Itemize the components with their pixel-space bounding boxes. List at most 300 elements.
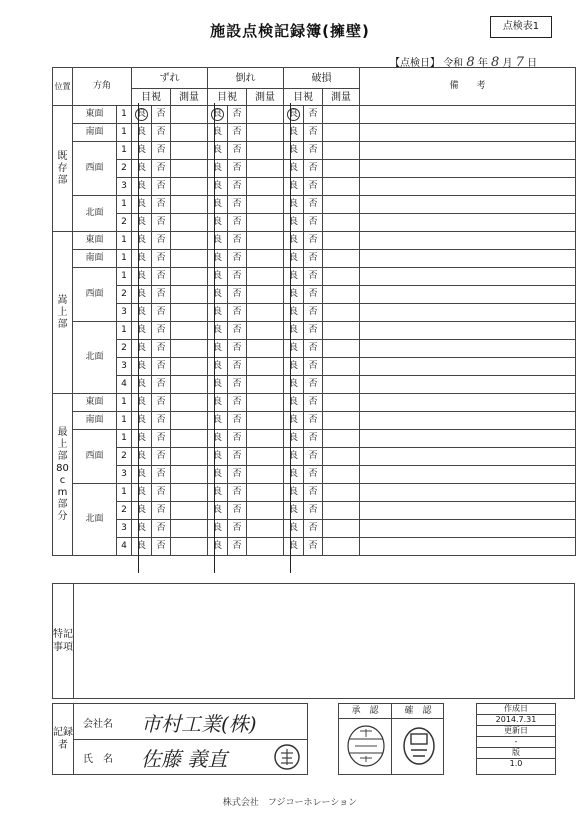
- remarks-cell: [360, 160, 576, 178]
- remarks-cell: [360, 484, 576, 502]
- measure-cell: [171, 376, 208, 394]
- measure-cell: [247, 214, 284, 232]
- ok-option: 良: [132, 160, 152, 178]
- row-number: 3: [117, 304, 132, 322]
- remarks-cell: [360, 106, 576, 124]
- remarks-cell: [360, 340, 576, 358]
- measure-cell: [171, 520, 208, 538]
- ng-option: 否: [228, 178, 247, 196]
- ng-option: 否: [228, 232, 247, 250]
- ng-option: 否: [152, 538, 171, 556]
- table-row: [53, 232, 576, 250]
- table-row: [53, 376, 576, 394]
- measure-cell: [171, 412, 208, 430]
- measure-cell: [323, 196, 360, 214]
- ng-option: 否: [304, 412, 323, 430]
- table-row: [53, 430, 576, 448]
- ok-option: 良: [284, 340, 304, 358]
- ok-option: 良: [284, 502, 304, 520]
- header-position: 位置: [53, 68, 73, 106]
- header-tilt: 倒れ: [208, 68, 284, 89]
- ok-option: 良: [208, 250, 228, 268]
- row-number: 1: [117, 484, 132, 502]
- section-label: 最上部80cm部分: [53, 394, 73, 556]
- updated-label: 更新日: [477, 726, 555, 737]
- measure-cell: [247, 322, 284, 340]
- row-number: 1: [117, 412, 132, 430]
- row-number: 3: [117, 520, 132, 538]
- measure-cell: [323, 520, 360, 538]
- ok-option: 良: [132, 142, 152, 160]
- table-row: [53, 268, 576, 286]
- company-label: 会社名: [83, 719, 113, 730]
- row-number: 3: [117, 466, 132, 484]
- ng-option: 否: [152, 178, 171, 196]
- measure-cell: [171, 358, 208, 376]
- table-row: [53, 538, 576, 556]
- ok-option: 良: [284, 124, 304, 142]
- remarks-cell: [360, 196, 576, 214]
- measure-cell: [247, 142, 284, 160]
- measure-cell: [247, 286, 284, 304]
- ng-option: 否: [228, 502, 247, 520]
- table-row: [53, 448, 576, 466]
- measure-cell: [323, 268, 360, 286]
- ok-option: 良: [132, 502, 152, 520]
- ok-option: 良: [208, 214, 228, 232]
- ok-option: 良: [284, 430, 304, 448]
- ok-option: 良: [132, 304, 152, 322]
- ok-option: 良: [132, 178, 152, 196]
- measure-cell: [171, 322, 208, 340]
- row-number: 2: [117, 448, 132, 466]
- ok-option: [284, 106, 304, 124]
- special-notes-label: 特記事項: [53, 584, 74, 698]
- ng-option: 否: [228, 286, 247, 304]
- ok-option: 良: [208, 178, 228, 196]
- name-label: 氏 名: [83, 754, 113, 765]
- measure-cell: [171, 196, 208, 214]
- revision-box: [476, 703, 556, 775]
- row-number: 1: [117, 268, 132, 286]
- ng-option: 否: [228, 142, 247, 160]
- measure-cell: [323, 286, 360, 304]
- ng-option: 否: [228, 250, 247, 268]
- ng-option: 否: [152, 358, 171, 376]
- table-row: [53, 412, 576, 430]
- ng-option: 否: [304, 232, 323, 250]
- row-number: 1: [117, 196, 132, 214]
- measure-cell: [171, 214, 208, 232]
- ok-option: 良: [284, 520, 304, 538]
- remarks-cell: [360, 430, 576, 448]
- ok-option: 良: [208, 484, 228, 502]
- row-number: 2: [117, 286, 132, 304]
- measure-cell: [323, 340, 360, 358]
- ok-option: 良: [284, 214, 304, 232]
- ok-option: 良: [132, 340, 152, 358]
- table-row: [53, 358, 576, 376]
- check-tick-shift: [138, 103, 139, 573]
- direction-cell: 北面: [73, 196, 117, 232]
- row-number: 1: [117, 232, 132, 250]
- row-number: 2: [117, 214, 132, 232]
- ok-option: 良: [132, 448, 152, 466]
- section-label: 既存部: [53, 106, 73, 232]
- ok-option: 良: [208, 394, 228, 412]
- row-number: 2: [117, 502, 132, 520]
- direction-cell: 西面: [73, 142, 117, 196]
- ok-option: [208, 106, 228, 124]
- created-date: 2014.7.31: [477, 715, 555, 726]
- date-label: 【点検日】: [390, 58, 440, 69]
- measure-cell: [171, 448, 208, 466]
- ng-option: 否: [152, 160, 171, 178]
- measure-cell: [247, 502, 284, 520]
- table-row: [53, 106, 576, 124]
- remarks-cell: [360, 286, 576, 304]
- ok-option: 良: [284, 178, 304, 196]
- recorder-box: [52, 703, 308, 775]
- remarks-cell: [360, 466, 576, 484]
- table-row: [53, 394, 576, 412]
- ng-option: 否: [304, 394, 323, 412]
- ng-option: 否: [304, 106, 323, 124]
- remarks-cell: [360, 322, 576, 340]
- remarks-cell: [360, 394, 576, 412]
- row-number: 4: [117, 538, 132, 556]
- ok-option: 良: [132, 484, 152, 502]
- row-number: 4: [117, 376, 132, 394]
- direction-cell: 南面: [73, 124, 117, 142]
- recorder-label: 記録者: [53, 704, 74, 774]
- ng-option: 否: [152, 196, 171, 214]
- ok-option: 良: [284, 466, 304, 484]
- row-number: 2: [117, 160, 132, 178]
- measure-cell: [171, 304, 208, 322]
- row-number: 1: [117, 250, 132, 268]
- remarks-cell: [360, 358, 576, 376]
- ng-option: 否: [304, 502, 323, 520]
- ok-option: 良: [284, 286, 304, 304]
- measure-cell: [323, 448, 360, 466]
- ok-option: 良: [132, 286, 152, 304]
- measure-cell: [171, 466, 208, 484]
- ok-option: 良: [208, 430, 228, 448]
- table-row: [53, 286, 576, 304]
- remarks-cell: [360, 178, 576, 196]
- measure-cell: [171, 160, 208, 178]
- measure-cell: [323, 304, 360, 322]
- date-month-handwritten: 8: [491, 55, 500, 70]
- table-row: [53, 322, 576, 340]
- ng-option: 否: [228, 448, 247, 466]
- measure-cell: [323, 394, 360, 412]
- ok-option: 良: [284, 484, 304, 502]
- measure-cell: [247, 394, 284, 412]
- table-row: [53, 142, 576, 160]
- ng-option: 否: [152, 448, 171, 466]
- ng-option: 否: [152, 502, 171, 520]
- ng-option: 否: [304, 304, 323, 322]
- ng-option: 否: [304, 142, 323, 160]
- measure-cell: [247, 106, 284, 124]
- ok-option: 良: [132, 214, 152, 232]
- measure-cell: [323, 142, 360, 160]
- ng-option: 否: [228, 124, 247, 142]
- remarks-cell: [360, 304, 576, 322]
- approve-header: 承 認: [339, 704, 392, 719]
- ok-option: 良: [284, 304, 304, 322]
- ok-option: 良: [284, 268, 304, 286]
- ng-option: 否: [304, 214, 323, 232]
- ng-option: 否: [304, 358, 323, 376]
- date-year-unit: 年: [477, 58, 488, 69]
- header-damage-visual: 目視: [284, 89, 323, 106]
- ok-option: 良: [208, 160, 228, 178]
- ng-option: 否: [304, 448, 323, 466]
- direction-cell: 東面: [73, 232, 117, 250]
- measure-cell: [171, 178, 208, 196]
- ng-option: 否: [152, 286, 171, 304]
- ok-option: 良: [132, 268, 152, 286]
- remarks-cell: [360, 250, 576, 268]
- remarks-cell: [360, 520, 576, 538]
- footer-company: 株式会社 フジコーホレーション: [222, 798, 358, 808]
- ok-circled: 良: [212, 108, 222, 119]
- ng-option: 否: [304, 484, 323, 502]
- ok-option: 良: [132, 394, 152, 412]
- ng-option: 否: [228, 196, 247, 214]
- direction-cell: 西面: [73, 268, 117, 322]
- measure-cell: [323, 484, 360, 502]
- measure-cell: [247, 268, 284, 286]
- confirm-seal: [401, 726, 437, 766]
- measure-cell: [323, 178, 360, 196]
- ng-option: 否: [228, 538, 247, 556]
- table-row: [53, 214, 576, 232]
- ok-option: 良: [208, 520, 228, 538]
- ng-option: 否: [304, 376, 323, 394]
- ok-option: 良: [132, 466, 152, 484]
- row-number: 1: [117, 124, 132, 142]
- direction-cell: 東面: [73, 106, 117, 124]
- direction-cell: 南面: [73, 250, 117, 268]
- ok-circled: 良: [288, 108, 298, 119]
- remarks-cell: [360, 214, 576, 232]
- personal-seal: [273, 743, 301, 771]
- ng-option: 否: [152, 304, 171, 322]
- date-day-handwritten: 7: [515, 55, 524, 70]
- ng-option: 否: [152, 430, 171, 448]
- measure-cell: [247, 466, 284, 484]
- row-number: 1: [117, 394, 132, 412]
- measure-cell: [247, 232, 284, 250]
- ok-option: 良: [208, 448, 228, 466]
- remarks-cell: [360, 124, 576, 142]
- ng-option: 否: [228, 340, 247, 358]
- measure-cell: [247, 250, 284, 268]
- table-row: [53, 304, 576, 322]
- measure-cell: [171, 232, 208, 250]
- ok-option: 良: [132, 520, 152, 538]
- ok-option: 良: [132, 430, 152, 448]
- ng-option: 否: [304, 340, 323, 358]
- row-number: 1: [117, 430, 132, 448]
- header-tilt-measure: 測量: [247, 89, 284, 106]
- created-label: 作成日: [477, 704, 555, 715]
- measure-cell: [247, 124, 284, 142]
- measure-cell: [171, 268, 208, 286]
- ng-option: 否: [228, 268, 247, 286]
- measure-cell: [247, 376, 284, 394]
- measure-cell: [247, 196, 284, 214]
- measure-cell: [247, 430, 284, 448]
- remarks-cell: [360, 232, 576, 250]
- row-number: 1: [117, 322, 132, 340]
- ng-option: 否: [228, 214, 247, 232]
- ok-option: 良: [208, 196, 228, 214]
- ng-option: 否: [228, 394, 247, 412]
- header-remarks: 備 考: [360, 68, 576, 106]
- ok-option: 良: [208, 358, 228, 376]
- measure-cell: [323, 106, 360, 124]
- ok-circled: 良: [136, 108, 146, 119]
- ng-option: 否: [304, 250, 323, 268]
- measure-cell: [171, 394, 208, 412]
- measure-cell: [171, 538, 208, 556]
- remarks-cell: [360, 268, 576, 286]
- ng-option: 否: [304, 466, 323, 484]
- ok-option: 良: [208, 502, 228, 520]
- measure-cell: [171, 124, 208, 142]
- check-tick-tilt: [214, 103, 215, 573]
- company-row: [73, 704, 307, 740]
- ng-option: 否: [304, 178, 323, 196]
- ng-option: 否: [152, 214, 171, 232]
- measure-cell: [323, 214, 360, 232]
- name-handwritten: 佐藤 義直: [141, 747, 228, 771]
- row-number: 2: [117, 340, 132, 358]
- ng-option: 否: [228, 466, 247, 484]
- remarks-cell: [360, 538, 576, 556]
- ok-option: 良: [132, 232, 152, 250]
- updated-date: -: [477, 737, 555, 748]
- version-number: 1.0: [509, 759, 523, 768]
- ng-option: 否: [228, 430, 247, 448]
- ok-option: 良: [208, 268, 228, 286]
- table-row: [53, 124, 576, 142]
- direction-cell: 北面: [73, 484, 117, 556]
- header-damage: 破損: [284, 68, 360, 89]
- ok-option: 良: [208, 376, 228, 394]
- measure-cell: [323, 160, 360, 178]
- measure-cell: [171, 430, 208, 448]
- remarks-cell: [360, 448, 576, 466]
- table-row: [53, 178, 576, 196]
- ng-option: 否: [228, 484, 247, 502]
- ng-option: 否: [228, 304, 247, 322]
- ng-option: 否: [304, 538, 323, 556]
- measure-cell: [247, 520, 284, 538]
- ok-option: 良: [132, 196, 152, 214]
- measure-cell: [323, 538, 360, 556]
- measure-cell: [323, 466, 360, 484]
- ok-option: 良: [284, 250, 304, 268]
- row-number: 1: [117, 106, 132, 124]
- ng-option: 否: [152, 376, 171, 394]
- measure-cell: [171, 484, 208, 502]
- ng-option: 否: [152, 124, 171, 142]
- measure-cell: [323, 376, 360, 394]
- ok-option: 良: [208, 304, 228, 322]
- ok-option: [132, 106, 152, 124]
- header-damage-measure: 測量: [323, 89, 360, 106]
- ng-option: 否: [228, 520, 247, 538]
- ok-option: 良: [132, 358, 152, 376]
- direction-cell: 北面: [73, 322, 117, 394]
- ok-option: 良: [284, 358, 304, 376]
- section-label: 嵩上部: [53, 232, 73, 394]
- special-notes-box: [52, 583, 575, 699]
- ng-option: 否: [152, 466, 171, 484]
- measure-cell: [247, 178, 284, 196]
- remarks-cell: [360, 502, 576, 520]
- ok-option: 良: [284, 160, 304, 178]
- table-row: [53, 502, 576, 520]
- measure-cell: [247, 484, 284, 502]
- measure-cell: [171, 250, 208, 268]
- ok-option: 良: [284, 322, 304, 340]
- measure-cell: [323, 124, 360, 142]
- table-row: [53, 196, 576, 214]
- measure-cell: [323, 250, 360, 268]
- remarks-cell: [360, 376, 576, 394]
- ng-option: 否: [152, 322, 171, 340]
- ng-option: 否: [304, 268, 323, 286]
- date-day-unit: 日: [527, 58, 538, 69]
- ok-option: 良: [208, 538, 228, 556]
- ng-option: 否: [228, 412, 247, 430]
- direction-cell: 南面: [73, 412, 117, 430]
- ng-option: 否: [152, 250, 171, 268]
- ng-option: 否: [152, 106, 171, 124]
- ng-option: 否: [152, 142, 171, 160]
- ng-option: 否: [228, 376, 247, 394]
- ok-option: 良: [284, 412, 304, 430]
- ng-option: 否: [304, 286, 323, 304]
- ok-option: 良: [284, 196, 304, 214]
- row-number: 3: [117, 358, 132, 376]
- measure-cell: [323, 502, 360, 520]
- ok-option: 良: [284, 142, 304, 160]
- measure-cell: [247, 304, 284, 322]
- ng-option: 否: [304, 160, 323, 178]
- approval-divider: [391, 718, 392, 774]
- ng-option: 否: [152, 340, 171, 358]
- date-era: 令和: [443, 58, 464, 69]
- ng-option: 否: [228, 322, 247, 340]
- ok-option: 良: [208, 232, 228, 250]
- measure-cell: [247, 160, 284, 178]
- ok-option: 良: [208, 124, 228, 142]
- measure-cell: [247, 412, 284, 430]
- ok-option: 良: [284, 538, 304, 556]
- ng-option: 否: [152, 232, 171, 250]
- direction-cell: 東面: [73, 394, 117, 412]
- ok-option: 良: [208, 466, 228, 484]
- table-row: [53, 340, 576, 358]
